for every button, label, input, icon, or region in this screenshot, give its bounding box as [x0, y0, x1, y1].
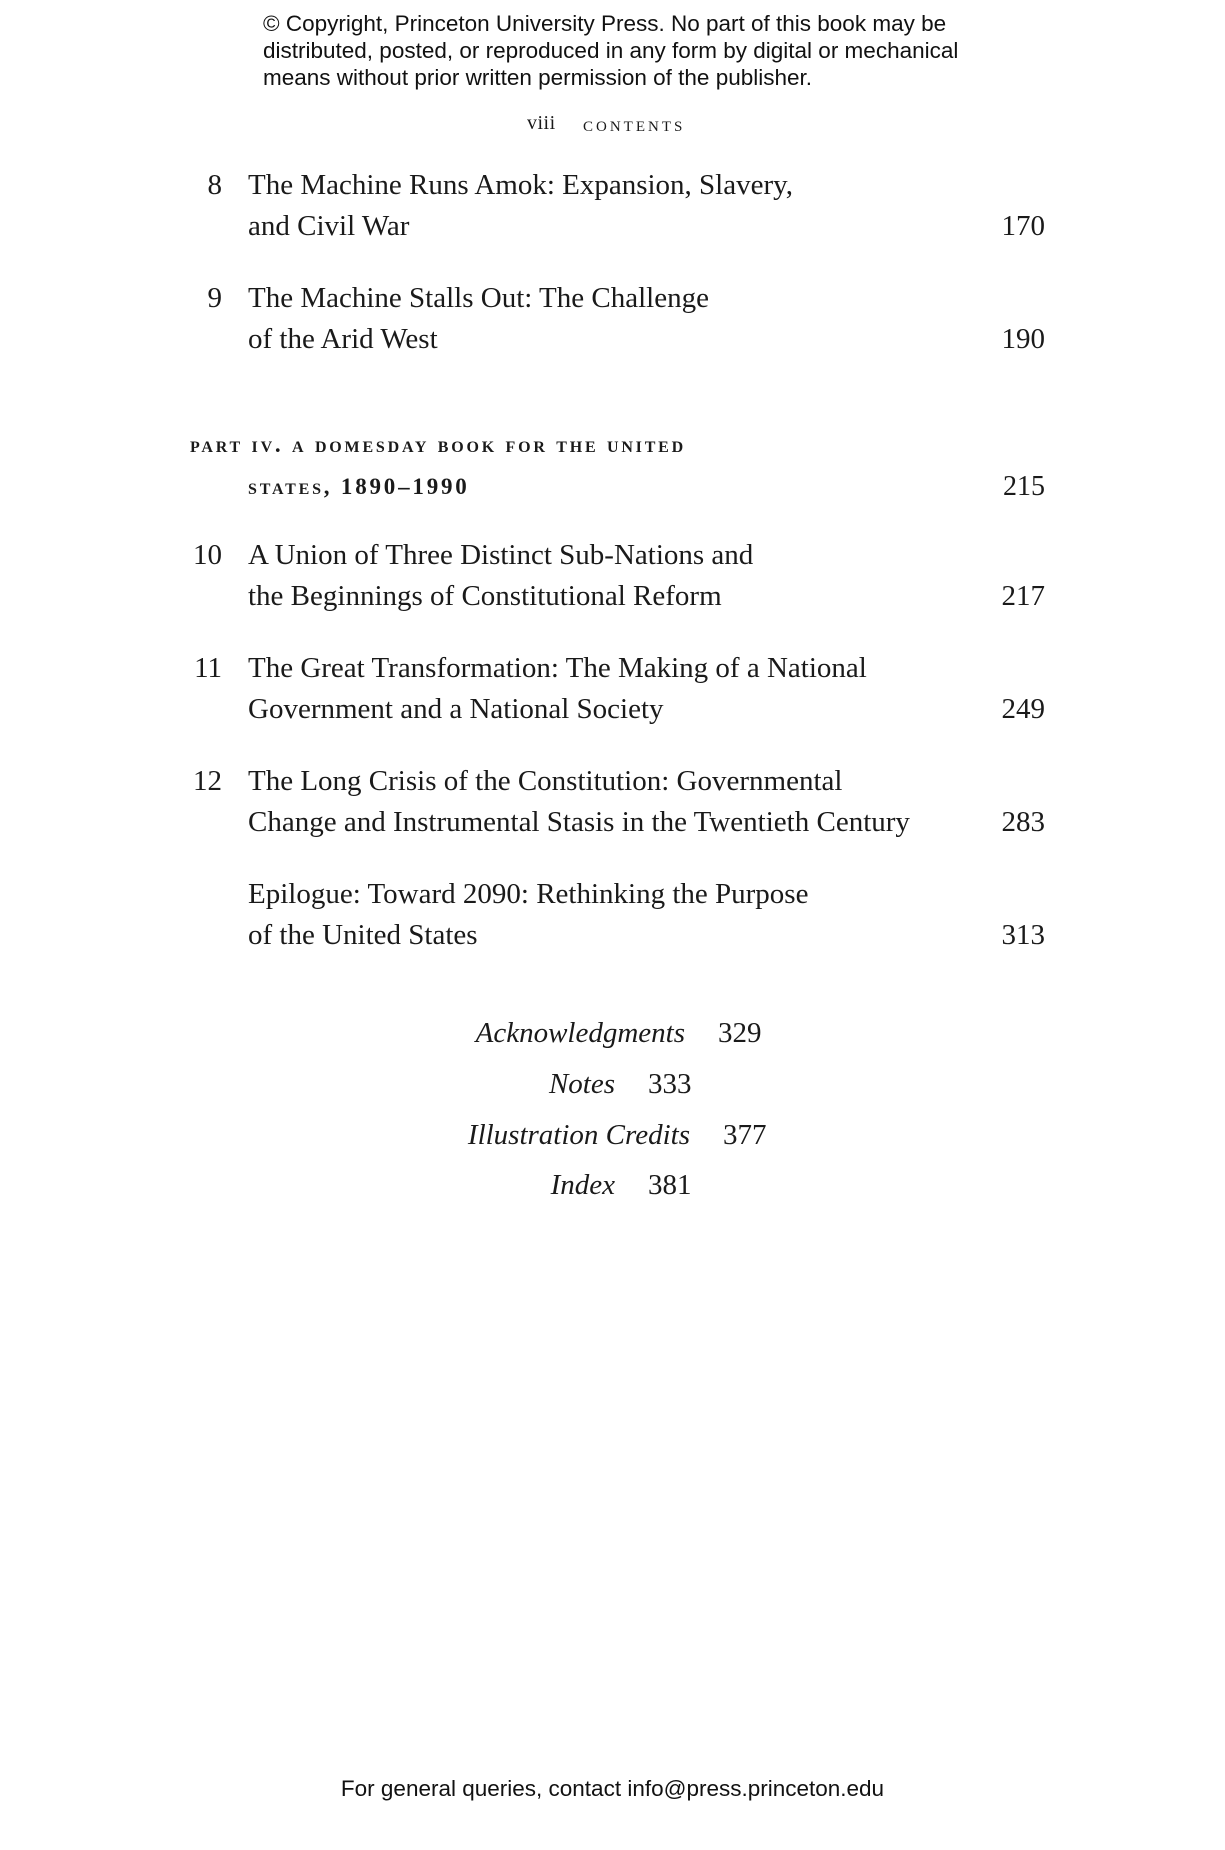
page-folio: viii — [527, 112, 556, 134]
chapter-title-line: A Union of Three Distinct Sub-Nations and — [248, 539, 754, 571]
chapter-number: 8 — [207, 169, 222, 201]
page-number: 333 — [648, 1068, 692, 1100]
page-number: 329 — [718, 1017, 762, 1049]
running-head-title: contents — [583, 112, 686, 136]
page-number: 190 — [1001, 323, 1045, 355]
footer-contact: For general queries, contact info@press.princeton.edu — [340, 1776, 885, 1801]
chapter-title-line: Epilogue: Toward 2090: Rethinking the Purpose — [248, 878, 809, 910]
part-title-line: states, 1890–1990 — [248, 474, 470, 499]
page-number: 170 — [1001, 210, 1045, 242]
back-matter-label: Acknowledgments — [475, 1017, 685, 1049]
chapter-title — [248, 278, 968, 360]
back-matter-label: Notes — [548, 1068, 615, 1100]
page-number: 283 — [1001, 806, 1045, 838]
chapter-number: 9 — [207, 282, 222, 314]
copyright-line: © Copyright, Princeton University Press. No part of this book may be — [263, 11, 947, 36]
page-number: 215 — [1003, 471, 1045, 502]
chapter-title — [248, 874, 968, 956]
chapter-title-line: and Civil War — [248, 210, 410, 242]
chapter-title-line: The Great Transformation: The Making of a National — [248, 652, 867, 684]
back-matter-label: Index — [550, 1169, 615, 1201]
chapter-title-line: of the Arid West — [248, 323, 438, 355]
copyright-line: distributed, posted, or reproduced in any form by digital or mechanical — [263, 38, 959, 63]
chapter-title-line: of the United States — [248, 919, 478, 951]
page-number: 313 — [1001, 919, 1045, 951]
chapter-title-line: The Machine Stalls Out: The Challenge — [248, 282, 709, 314]
page-number: 381 — [648, 1169, 692, 1201]
chapter-title — [248, 535, 968, 617]
chapter-title-line: The Long Crisis of the Constitution: Governmental — [248, 765, 843, 797]
chapter-number: 11 — [194, 652, 222, 684]
chapter-title-line: the Beginnings of Constitutional Reform — [248, 580, 722, 612]
page-number: 249 — [1001, 693, 1045, 725]
copyright-line: means without prior written permission of the publisher. — [263, 65, 813, 90]
part-title-line: part iv. a domesday book for the united — [190, 432, 687, 457]
chapter-number: 12 — [193, 765, 222, 797]
copyright-notice — [263, 10, 1023, 91]
page-number: 217 — [1001, 580, 1045, 612]
chapter-title — [248, 761, 968, 843]
chapter-title — [248, 648, 968, 730]
back-matter-label: Illustration Credits — [467, 1119, 690, 1151]
chapter-title-line: Government and a National Society — [248, 693, 664, 725]
chapter-number: 10 — [193, 539, 222, 571]
page-number: 377 — [723, 1119, 767, 1151]
chapter-title-line: Change and Instrumental Stasis in the Twentieth Century — [248, 806, 910, 838]
chapter-title — [248, 165, 968, 247]
chapter-title-line: The Machine Runs Amok: Expansion, Slavery, — [248, 169, 794, 201]
